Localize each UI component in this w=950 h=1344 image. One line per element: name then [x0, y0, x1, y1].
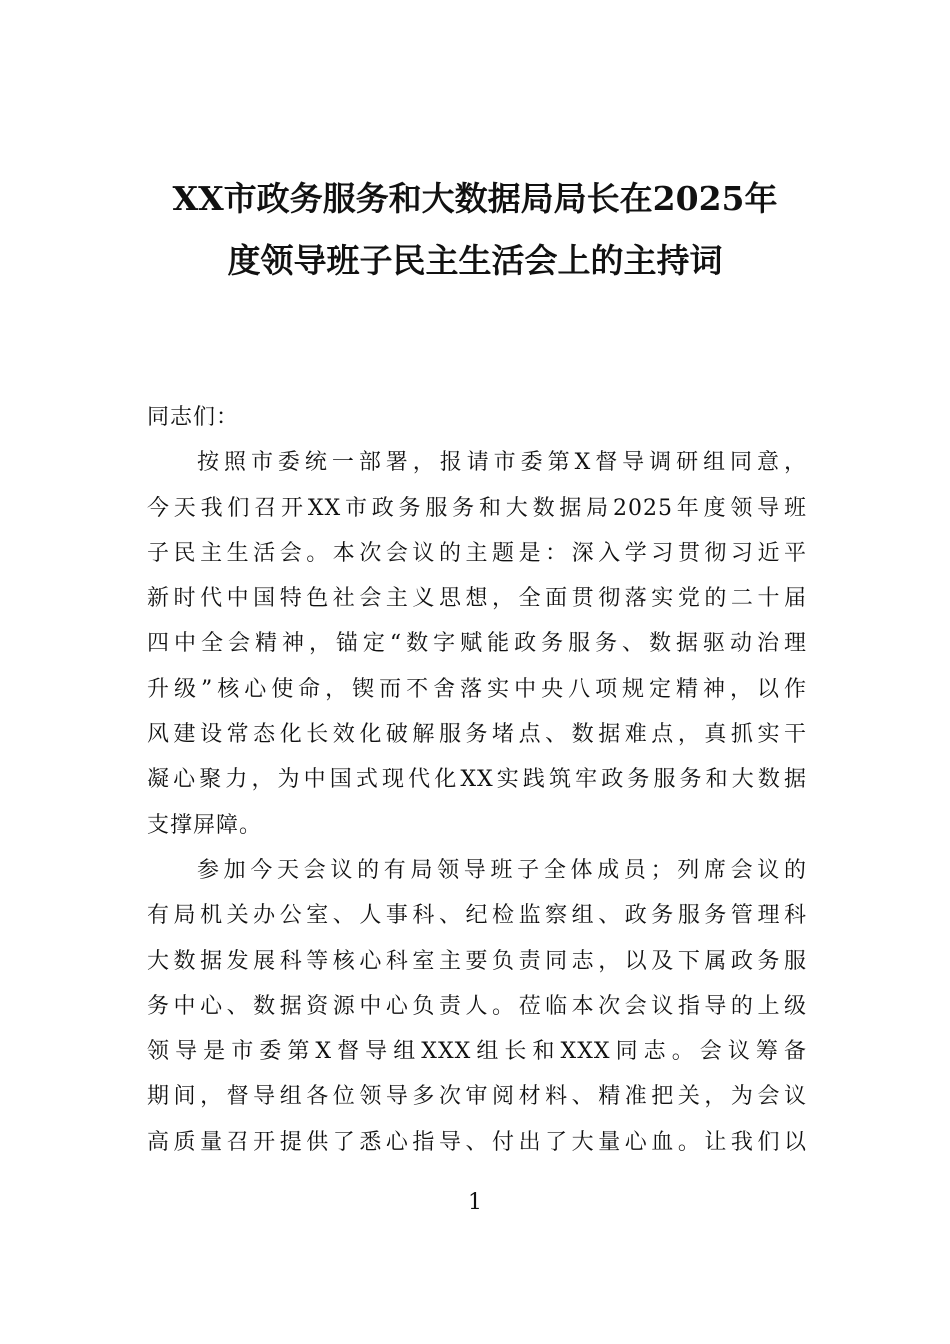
paragraph-1-line: 支撑屏障。 — [147, 812, 263, 838]
paragraph-1-line: 四中全会精神，锚定“数字赋能政务服务、数据驱动治理 — [147, 631, 807, 657]
paragraph-2-line: 有局机关办公室、人事科、纪检监察组、政务服务管理科 — [147, 903, 807, 929]
paragraph-1-line: 凝心聚力，为中国式现代化XX实践筑牢政务服务和大数据 — [147, 767, 807, 793]
paragraph-1-line: 风建设常态化长效化破解服务堵点、数据难点，真抓实干 — [147, 722, 807, 748]
paragraph-2-line: 期间，督导组各位领导多次审阅材料、精准把关，为会议 — [147, 1084, 807, 1110]
paragraph-1 — [147, 440, 807, 848]
paragraph-2-line: 领导是市委第X督导组XXX组长和XXX同志。会议筹备 — [147, 1039, 807, 1065]
paragraph-2 — [147, 848, 807, 1165]
paragraph-1-line: 升级”核心使命，锲而不舍落实中央八项规定精神，以作 — [147, 676, 807, 702]
paragraph-2-line: 参加今天会议的有局领导班子全体成员；列席会议的 — [197, 857, 807, 883]
paragraph-2-line: 高质量召开提供了悉心指导、付出了大量心血。让我们以 — [147, 1129, 807, 1155]
greeting: 同志们： — [147, 405, 240, 430]
paragraph-1-line: 今天我们召开XX市政务服务和大数据局2025年度领导班 — [147, 495, 807, 521]
title-line-1: XX市政务服务和大数据局局长在2025年 — [172, 179, 778, 218]
title-line-2: 度领导班子民主生活会上的主持词 — [227, 241, 723, 280]
document-body — [147, 395, 807, 1165]
paragraph-1-line: 新时代中国特色社会主义思想，全面贯彻落实党的二十届 — [147, 586, 807, 612]
page-number: 1 — [468, 1190, 482, 1215]
paragraph-1-line: 子民主生活会。本次会议的主题是：深入学习贯彻习近平 — [147, 540, 807, 566]
paragraph-2-line: 大数据发展科等核心科室主要负责同志，以及下属政务服 — [147, 948, 807, 974]
paragraph-2-line: 务中心、数据资源中心负责人。莅临本次会议指导的上级 — [147, 993, 807, 1019]
paragraph-1-line: 按照市委统一部署，报请市委第X督导调研组同意， — [197, 450, 807, 476]
document-title — [140, 168, 810, 292]
